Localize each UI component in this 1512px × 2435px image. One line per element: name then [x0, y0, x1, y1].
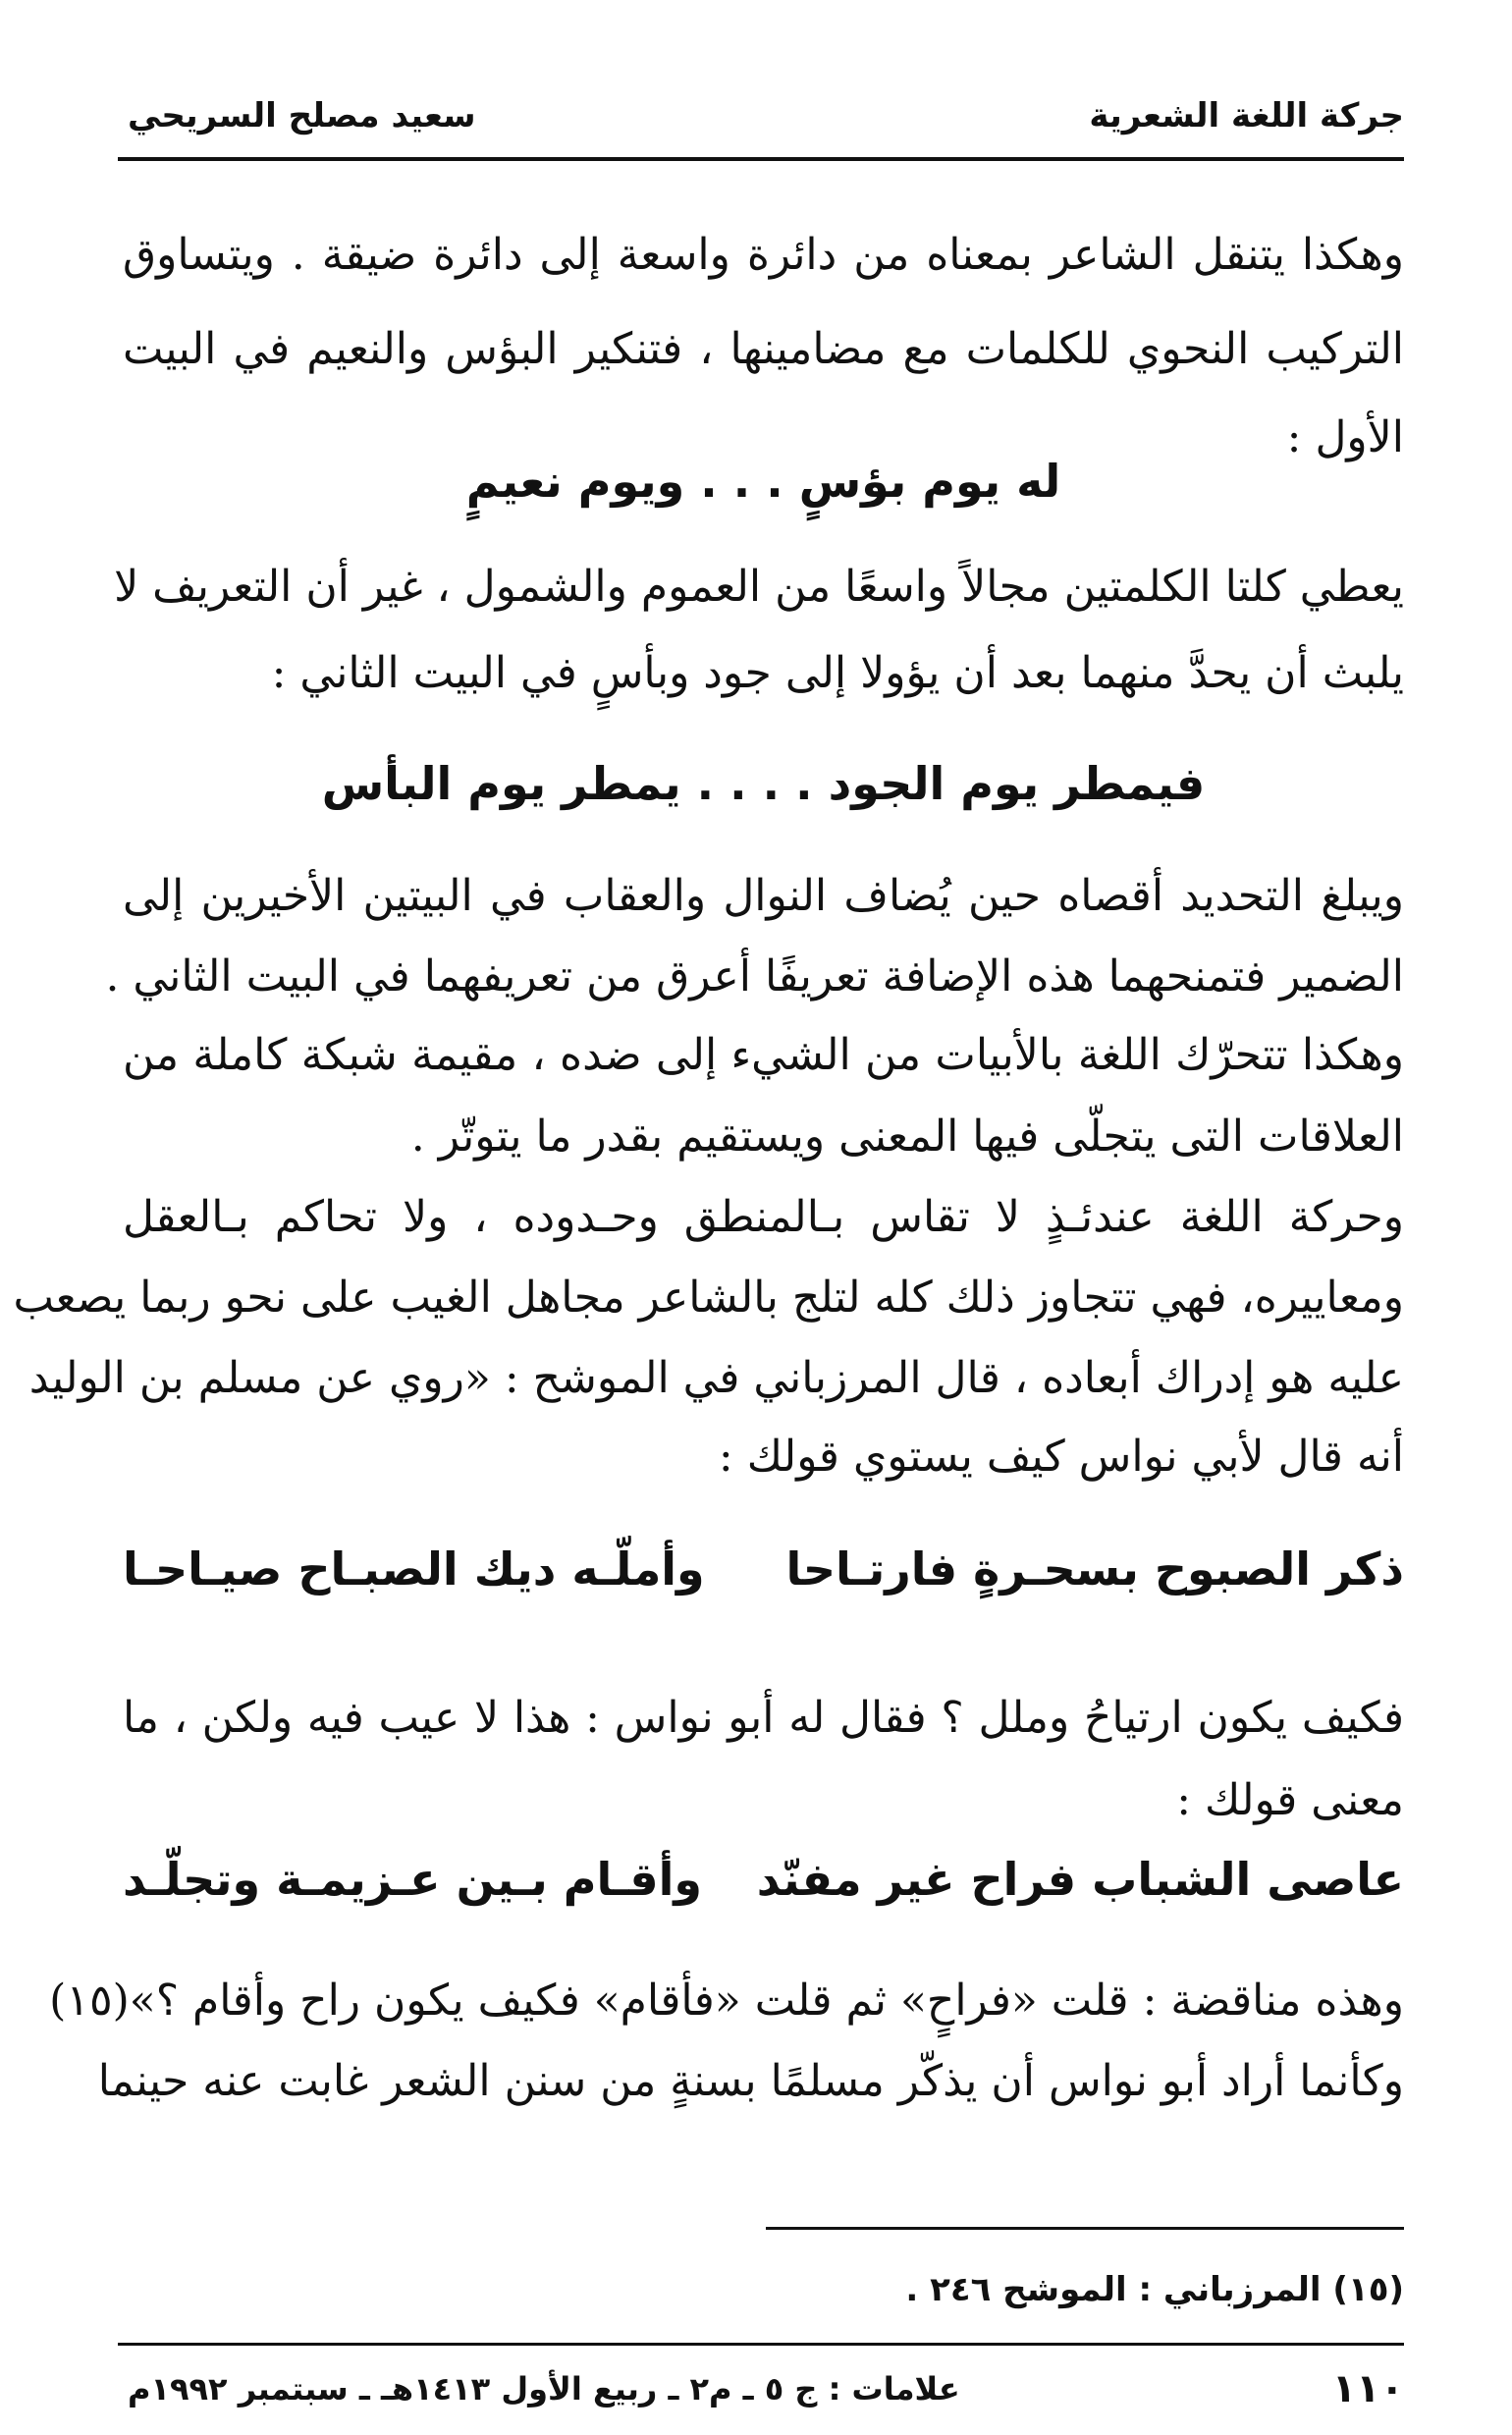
header-rule [118, 157, 1404, 161]
journal-citation: علامات : ج ٥ ـ م٢ ـ ربيع الأول ١٤١٣هـ ـ سبتمبر ١٩٩٢م [128, 2370, 960, 2408]
quoted-phrase: فيمطر يوم الجود . . . . يمطر يوم البأس [321, 757, 1206, 810]
body-line: فكيف يكون ارتياحُ وملل ؟ فقال له أبو نواس : هذا لا عيب فيه ولكن ، ما [123, 1693, 1404, 1743]
body-line: ومعاييره، فهي تتجاوز ذلك كله لتلج بالشاعر مجاهل الغيب على نحو ربما يصعب [13, 1272, 1404, 1323]
body-line: وحركة اللغة عندئـذٍ لا تقاس بـالمنطق وحـدوده ، ولا تحاكم بـالعقل [123, 1192, 1404, 1242]
quoted-phrase: له يوم بؤسٍ . . . ويوم نعيمٍ [465, 455, 1061, 508]
verse-second-hemistich: وأقـام بـين عـزيمـة وتجلّـد [123, 1853, 702, 1906]
body-line: ويبلغ التحديد أقصاه حين يُضاف النوال والعقاب في البيتين الأخيرين إلى [123, 871, 1404, 921]
verse-line [123, 1540, 1404, 1598]
body-line: التركيب النحوي للكلمات مع مضامينها ، فتنكير البؤس والنعيم في البيت [123, 324, 1404, 374]
footnote-rule [766, 2227, 1404, 2230]
body-line: أنه قال لأبي نواس كيف يستوي قولك : [718, 1432, 1404, 1482]
running-author: سعيد مصلح السريحي [128, 96, 476, 135]
footer-rule [118, 2343, 1404, 2346]
verse-first-hemistich: ذكر الصبوح بسحـرةٍ فارتـاحا [785, 1542, 1404, 1596]
verse-first-hemistich: عاصى الشباب فراح غير مفنّد [756, 1853, 1404, 1906]
body-line: يلبث أن يحدَّ منهما بعد أن يؤولا إلى جود وبأسٍ في البيت الثاني : [271, 648, 1404, 698]
verse-line [123, 1850, 1404, 1909]
running-title: جركة اللغة الشعرية [1089, 96, 1404, 135]
body-line: وهكذا تتحرّك اللغة بالأبيات من الشيء إلى ضده ، مقيمة شبكة كاملة من [123, 1030, 1404, 1080]
footnote: (١٥) المرزباني : الموشح ٢٤٦ . [905, 2270, 1404, 2309]
page-number: ١١٠ [1331, 2366, 1404, 2411]
body-line: وهكذا يتنقل الشاعر بمعناه من دائرة واسعة إلى دائرة ضيقة . ويتساوق [123, 230, 1404, 280]
body-line: وكأنما أراد أبو نواس أن يذكّر مسلمًا بسنةٍ من سنن الشعر غابت عنه حينما [97, 2056, 1404, 2106]
body-line: الأول : [1286, 412, 1404, 462]
body-line: وهذه مناقضة : قلت «فراحٍ» ثم قلت «فأقام» فكيف يكون راح وأقام ؟»(١٥) [49, 1975, 1404, 2026]
body-line: عليه هو إدراك أبعاده ، قال المرزباني في الموشح : «روي عن مسلم بن الوليد [28, 1353, 1404, 1403]
verse-second-hemistich: وأملّـه ديك الصبـاح صيـاحـا [123, 1542, 705, 1596]
body-line: الضمير فتمنحهما هذه الإضافة تعريفًا أعرق من تعريفهما في البيت الثاني . [105, 951, 1404, 1001]
body-line: معنى قولك : [1176, 1775, 1404, 1825]
body-line: يعطي كلتا الكلمتين مجالاً واسعًا من العموم والشمول ، غير أن التعريف لا [114, 562, 1404, 612]
body-line: العلاقات التى يتجلّى فيها المعنى ويستقيم بقدر ما يتوتّر . [410, 1111, 1404, 1162]
